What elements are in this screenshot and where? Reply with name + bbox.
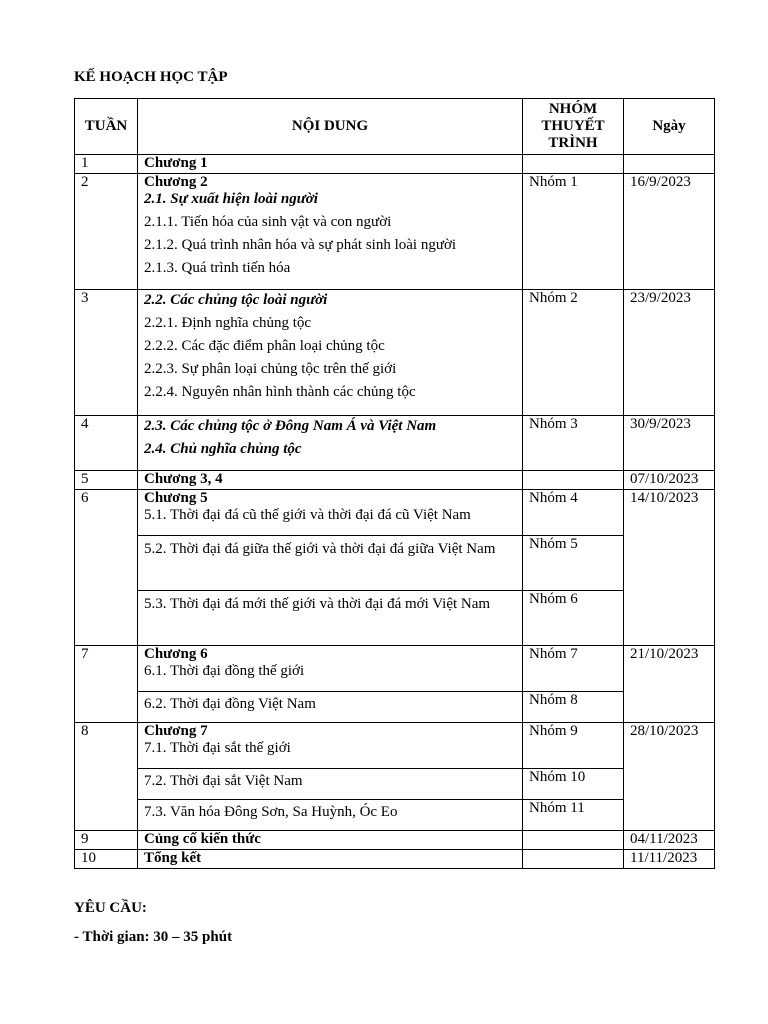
subsection-item: 2.2.3. Sự phân loại chủng tộc trên thế giới <box>144 361 397 377</box>
header-nhom-line3: TRÌNH <box>548 135 598 151</box>
group-cell: Nhóm 5 <box>523 536 624 591</box>
date-cell: 11/11/2023 <box>624 850 715 869</box>
week-cell: 6 <box>75 490 138 646</box>
chapter-title: Chương 5 <box>144 490 208 506</box>
content-cell <box>138 174 523 290</box>
week-cell: 9 <box>75 831 138 850</box>
table-row <box>75 536 715 591</box>
header-tuan: TUẦN <box>75 99 138 155</box>
group-cell: Nhóm 1 <box>523 174 624 290</box>
group-cell: Nhóm 3 <box>523 416 624 471</box>
table-header-row <box>75 99 715 155</box>
subsection-item: 5.3. Thời đại đá mới thế giới và thời đại đá mới Việt Nam <box>138 591 523 646</box>
week-cell: 5 <box>75 471 138 490</box>
date-cell: 23/9/2023 <box>624 290 715 416</box>
table-row <box>75 471 715 490</box>
content-cell <box>138 290 523 416</box>
header-ngay: Ngày <box>624 99 715 155</box>
content-cell <box>138 646 523 692</box>
group-cell <box>523 831 624 850</box>
requirements-heading: YÊU CẦU: <box>74 900 147 916</box>
group-cell <box>523 471 624 490</box>
group-cell: Nhóm 8 <box>523 692 624 723</box>
subsection-item: 2.2.1. Định nghĩa chủng tộc <box>144 315 312 331</box>
section-heading: 2.2. Các chủng tộc loài người <box>144 292 328 308</box>
group-cell: Nhóm 11 <box>523 800 624 831</box>
table-row <box>75 831 715 850</box>
subsection-item: 7.1. Thời đại sắt thế giới <box>144 740 291 756</box>
week-cell: 7 <box>75 646 138 723</box>
week-cell: 10 <box>75 850 138 869</box>
subsection-item: 2.1.1. Tiến hóa của sinh vật và con người <box>144 214 392 230</box>
table-row <box>75 800 715 831</box>
table-row <box>75 290 715 416</box>
week-cell: 3 <box>75 290 138 416</box>
date-cell: 14/10/2023 <box>624 490 715 646</box>
date-cell: 28/10/2023 <box>624 723 715 831</box>
content-cell <box>138 416 523 471</box>
table-row <box>75 174 715 290</box>
section-heading: 2.4. Chủ nghĩa chủng tộc <box>144 441 302 457</box>
chapter-title: Chương 2 <box>144 174 208 190</box>
date-cell: 30/9/2023 <box>624 416 715 471</box>
subsection-item: 6.1. Thời đại đồng thế giới <box>144 663 305 679</box>
chapter-title: Tổng kết <box>138 850 523 869</box>
content-cell <box>138 723 523 769</box>
group-cell: Nhóm 2 <box>523 290 624 416</box>
chapter-title: Chương 3, 4 <box>138 471 523 490</box>
header-noi-dung: NỘI DUNG <box>138 99 523 155</box>
subsection-item: 5.2. Thời đại đá giữa thế giới và thời đại đá giữa Việt Nam <box>138 536 523 591</box>
header-nhom-line2: THUYẾT <box>541 118 605 134</box>
chapter-title: Củng cố kiến thức <box>138 831 523 850</box>
week-cell: 1 <box>75 155 138 174</box>
header-nhom-thuyet-trinh <box>523 99 624 155</box>
subsection-item: 2.2.4. Nguyên nhân hình thành các chủng tộc <box>144 384 416 400</box>
table-row <box>75 591 715 646</box>
study-plan-table <box>74 98 715 869</box>
subsection-item: 2.1.3. Quá trình tiến hóa <box>144 260 291 276</box>
group-cell <box>523 850 624 869</box>
week-cell: 8 <box>75 723 138 831</box>
subsection-item: 6.2. Thời đại đồng Việt Nam <box>138 692 523 723</box>
section-heading: 2.1. Sự xuất hiện loài người <box>144 191 318 207</box>
subsection-item: 5.1. Thời đại đá cũ thế giới và thời đại đá cũ Việt Nam <box>144 507 471 523</box>
table-row <box>75 416 715 471</box>
group-cell: Nhóm 10 <box>523 769 624 800</box>
group-cell: Nhóm 4 <box>523 490 624 536</box>
page-title: KẾ HOẠCH HỌC TẬP <box>74 69 228 85</box>
group-cell: Nhóm 6 <box>523 591 624 646</box>
table-row <box>75 723 715 769</box>
table-row <box>75 850 715 869</box>
chapter-title: Chương 6 <box>144 646 208 662</box>
subsection-item: 2.2.2. Các đặc điểm phân loại chủng tộc <box>144 338 385 354</box>
table-row <box>75 692 715 723</box>
header-nhom-line1: NHÓM <box>548 101 598 117</box>
subsection-item: 7.3. Văn hóa Đông Sơn, Sa Huỳnh, Óc Eo <box>138 800 523 831</box>
chapter-title: Chương 7 <box>144 723 208 739</box>
week-cell: 4 <box>75 416 138 471</box>
subsection-item: 2.1.2. Quá trình nhân hóa và sự phát sinh loài người <box>144 237 457 253</box>
subsection-item: 7.2. Thời đại sắt Việt Nam <box>138 769 523 800</box>
date-cell: 21/10/2023 <box>624 646 715 723</box>
group-cell <box>523 155 624 174</box>
group-cell: Nhóm 7 <box>523 646 624 692</box>
week-cell: 2 <box>75 174 138 290</box>
group-cell: Nhóm 9 <box>523 723 624 769</box>
table-row <box>75 490 715 536</box>
table-row <box>75 155 715 174</box>
table-row <box>75 769 715 800</box>
date-cell <box>624 155 715 174</box>
chapter-title: Chương 1 <box>138 155 523 174</box>
date-cell: 16/9/2023 <box>624 174 715 290</box>
section-heading: 2.3. Các chủng tộc ở Đông Nam Á và Việt Nam <box>144 418 437 434</box>
table-row <box>75 646 715 692</box>
date-cell: 07/10/2023 <box>624 471 715 490</box>
date-cell: 04/11/2023 <box>624 831 715 850</box>
content-cell <box>138 490 523 536</box>
requirements-time: - Thời gian: 30 – 35 phút <box>74 929 233 945</box>
